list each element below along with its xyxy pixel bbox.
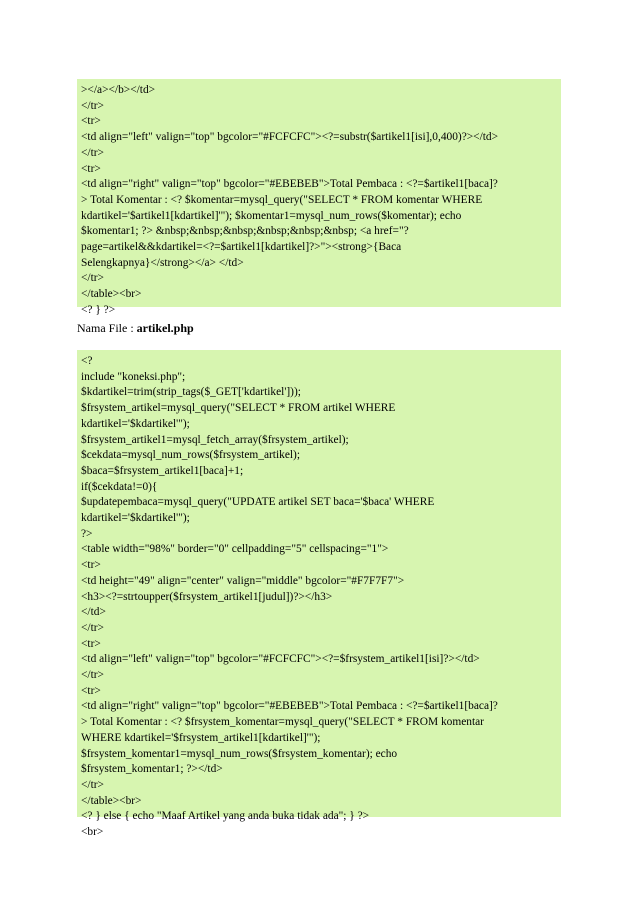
code-line: kdartikel='$kdartikel'"); — [81, 512, 190, 525]
code-line: <td align="left" valign="top" bgcolor="#FCFCFC"><?=$frsystem_artikel1[isi]?></td> — [81, 653, 480, 666]
code-line: kdartikel='$artikel1[kdartikel]'"); $komentar1=mysql_num_rows($komentar); echo — [81, 209, 462, 222]
code-line: <td align="left" valign="top" bgcolor="#FCFCFC"><?=substr($artikel1[isi],0,400)?></td> — [81, 131, 499, 144]
code-block-2 — [77, 350, 561, 839]
file-name-label — [77, 321, 194, 336]
code-line: > Total Komentar : <? $frsystem_komentar=mysql_query("SELECT * FROM komentar — [81, 716, 484, 729]
code-line: </tr> — [81, 272, 104, 285]
code-line: $frsystem_artikel=mysql_query("SELECT * FROM artikel WHERE — [81, 402, 396, 415]
code-line: </tr> — [81, 778, 104, 791]
code-line: </tr> — [81, 146, 104, 159]
code-line: </td> — [81, 606, 106, 619]
code-line: <? — [81, 355, 93, 367]
code-line: </tr> — [81, 669, 104, 682]
code-line: $komentar1; ?> &nbsp;&nbsp;&nbsp;&nbsp;&nbsp;&nbsp; <a href="? — [81, 225, 409, 238]
code-line: </table><br> — [81, 794, 142, 807]
code-line: $updatepembaca=mysql_query("UPDATE artikel SET baca='$baca' WHERE — [81, 496, 435, 509]
code-line: Selengkapnya}</strong></a> </td> — [81, 256, 244, 269]
file-label-prefix: Nama File : — [77, 321, 137, 335]
code-line: <tr> — [81, 115, 101, 128]
code-line: <td height="49" align="center" valign="middle" bgcolor="#F7F7F7"> — [81, 574, 405, 587]
code-line: <tr> — [81, 559, 101, 572]
code-line: WHERE kdartikel='$frsystem_artikel1[kdartikel]'"); — [81, 731, 321, 744]
code-line: if($cekdata!=0){ — [81, 480, 158, 493]
code-block-1 — [77, 79, 561, 316]
code-line: <table width="98%" border="0" cellpadding="5" cellspacing="1"> — [81, 543, 389, 556]
code-line: <tr> — [81, 162, 101, 175]
code-line: kdartikel='$kdartikel'"); — [81, 417, 190, 430]
code-line: ?> — [81, 527, 93, 540]
file-name: artikel.php — [136, 321, 194, 335]
code-line: </tr> — [81, 99, 104, 112]
code-line: $kdartikel=trim(strip_tags($_GET['kdartikel'])); — [81, 386, 301, 399]
code-line: $frsystem_komentar1; ?></td> — [81, 763, 223, 776]
code-line: > Total Komentar : <? $komentar=mysql_query("SELECT * FROM komentar WHERE — [81, 193, 483, 206]
code-line: <? } else { echo "Maaf Artikel yang anda buka tidak ada"; } ?> — [81, 810, 370, 823]
code-line: <h3><?=strtoupper($frsystem_artikel1[judul])?></h3> — [81, 590, 333, 603]
code-line: </table><br> — [81, 288, 142, 301]
code-line: </tr> — [81, 621, 104, 634]
code-line: include "koneksi.php"; — [81, 370, 186, 383]
code-line: <td align="right" valign="top" bgcolor="#EBEBEB">Total Pembaca : <?=$artikel1[baca]? — [81, 178, 498, 191]
code-line: $cekdata=mysql_num_rows($frsystem_artikel); — [81, 449, 300, 462]
code-line: <br> — [81, 826, 104, 839]
code-line: <tr> — [81, 684, 101, 697]
code-line: <? } ?> — [81, 303, 116, 316]
code-line: $frsystem_komentar1=mysql_num_rows($frsystem_komentar); echo — [81, 747, 398, 760]
code-line: $frsystem_artikel1=mysql_fetch_array($frsystem_artikel); — [81, 433, 349, 446]
code-line: $baca=$frsystem_artikel1[baca]+1; — [81, 464, 244, 477]
code-line: <tr> — [81, 637, 101, 650]
code-line: ></a></b></td> — [81, 84, 156, 96]
code-line: <td align="right" valign="top" bgcolor="#EBEBEB">Total Pembaca : <?=$artikel1[baca]? — [81, 700, 498, 713]
code-line: page=artikel&&kdartikel=<?=$artikel1[kdartikel]?>"><strong>{Baca — [81, 241, 402, 254]
